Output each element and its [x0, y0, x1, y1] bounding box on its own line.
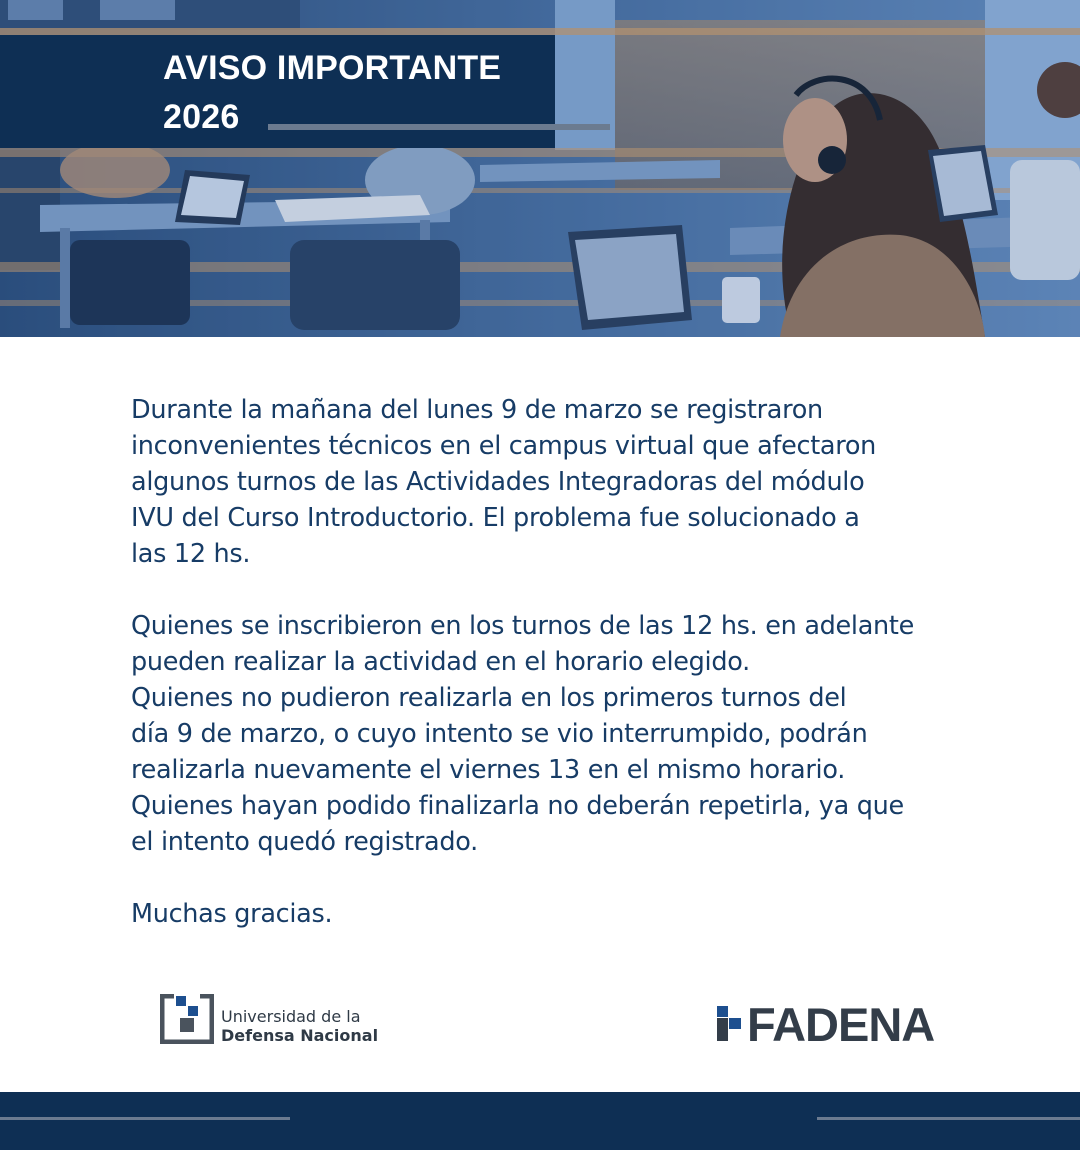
footer-bar: [0, 1092, 1080, 1150]
undef-name-line2: Defensa Nacional: [221, 1026, 379, 1045]
message-line: día 9 de marzo, o cuyo intento se vio interrumpido, podrán: [131, 719, 868, 749]
undef-logo: [160, 994, 380, 1044]
banner-rule: [268, 124, 610, 130]
fadena-wordmark: FADENA: [747, 998, 935, 1051]
notice-message: [131, 392, 961, 932]
notice-banner: [0, 35, 555, 148]
message-line: Quienes no pudieron realizarla en los primeros turnos del: [131, 683, 847, 713]
undef-name-line1: Universidad de la: [221, 1007, 361, 1026]
paragraph-gap: [131, 572, 961, 608]
message-line: Quienes se inscribieron en los turnos de las 12 hs. en adelante: [131, 611, 914, 641]
message-line: pueden realizar la actividad en el horario elegido.: [131, 647, 750, 677]
footer-rule-right: [817, 1117, 1080, 1120]
fadena-logo: [717, 998, 935, 1051]
footer-rule-left: [0, 1117, 290, 1120]
hero-photo: [0, 0, 1080, 337]
message-line: las 12 hs.: [131, 539, 251, 569]
paragraph-gap: [131, 860, 961, 896]
closing-text: Muchas gracias.: [131, 899, 333, 929]
message-line: algunos turnos de las Actividades Integradoras del módulo: [131, 467, 865, 497]
message-line: el intento quedó registrado.: [131, 827, 478, 857]
banner-title: AVISO IMPORTANTE: [163, 49, 502, 87]
message-line: inconvenientes técnicos en el campus virtual que afectaron: [131, 431, 877, 461]
message-line: Durante la mañana del lunes 9 de marzo se registraron: [131, 395, 823, 425]
undef-logo-icon: [160, 994, 214, 1044]
message-line: realizarla nuevamente el viernes 13 en el mismo horario.: [131, 755, 845, 785]
fadena-logo-icon: [717, 1006, 743, 1042]
banner-year: 2026: [163, 98, 240, 136]
message-line: IVU del Curso Introductorio. El problema fue solucionado a: [131, 503, 860, 533]
message-line: Quienes hayan podido finalizarla no deberán repetirla, ya que: [131, 791, 904, 821]
